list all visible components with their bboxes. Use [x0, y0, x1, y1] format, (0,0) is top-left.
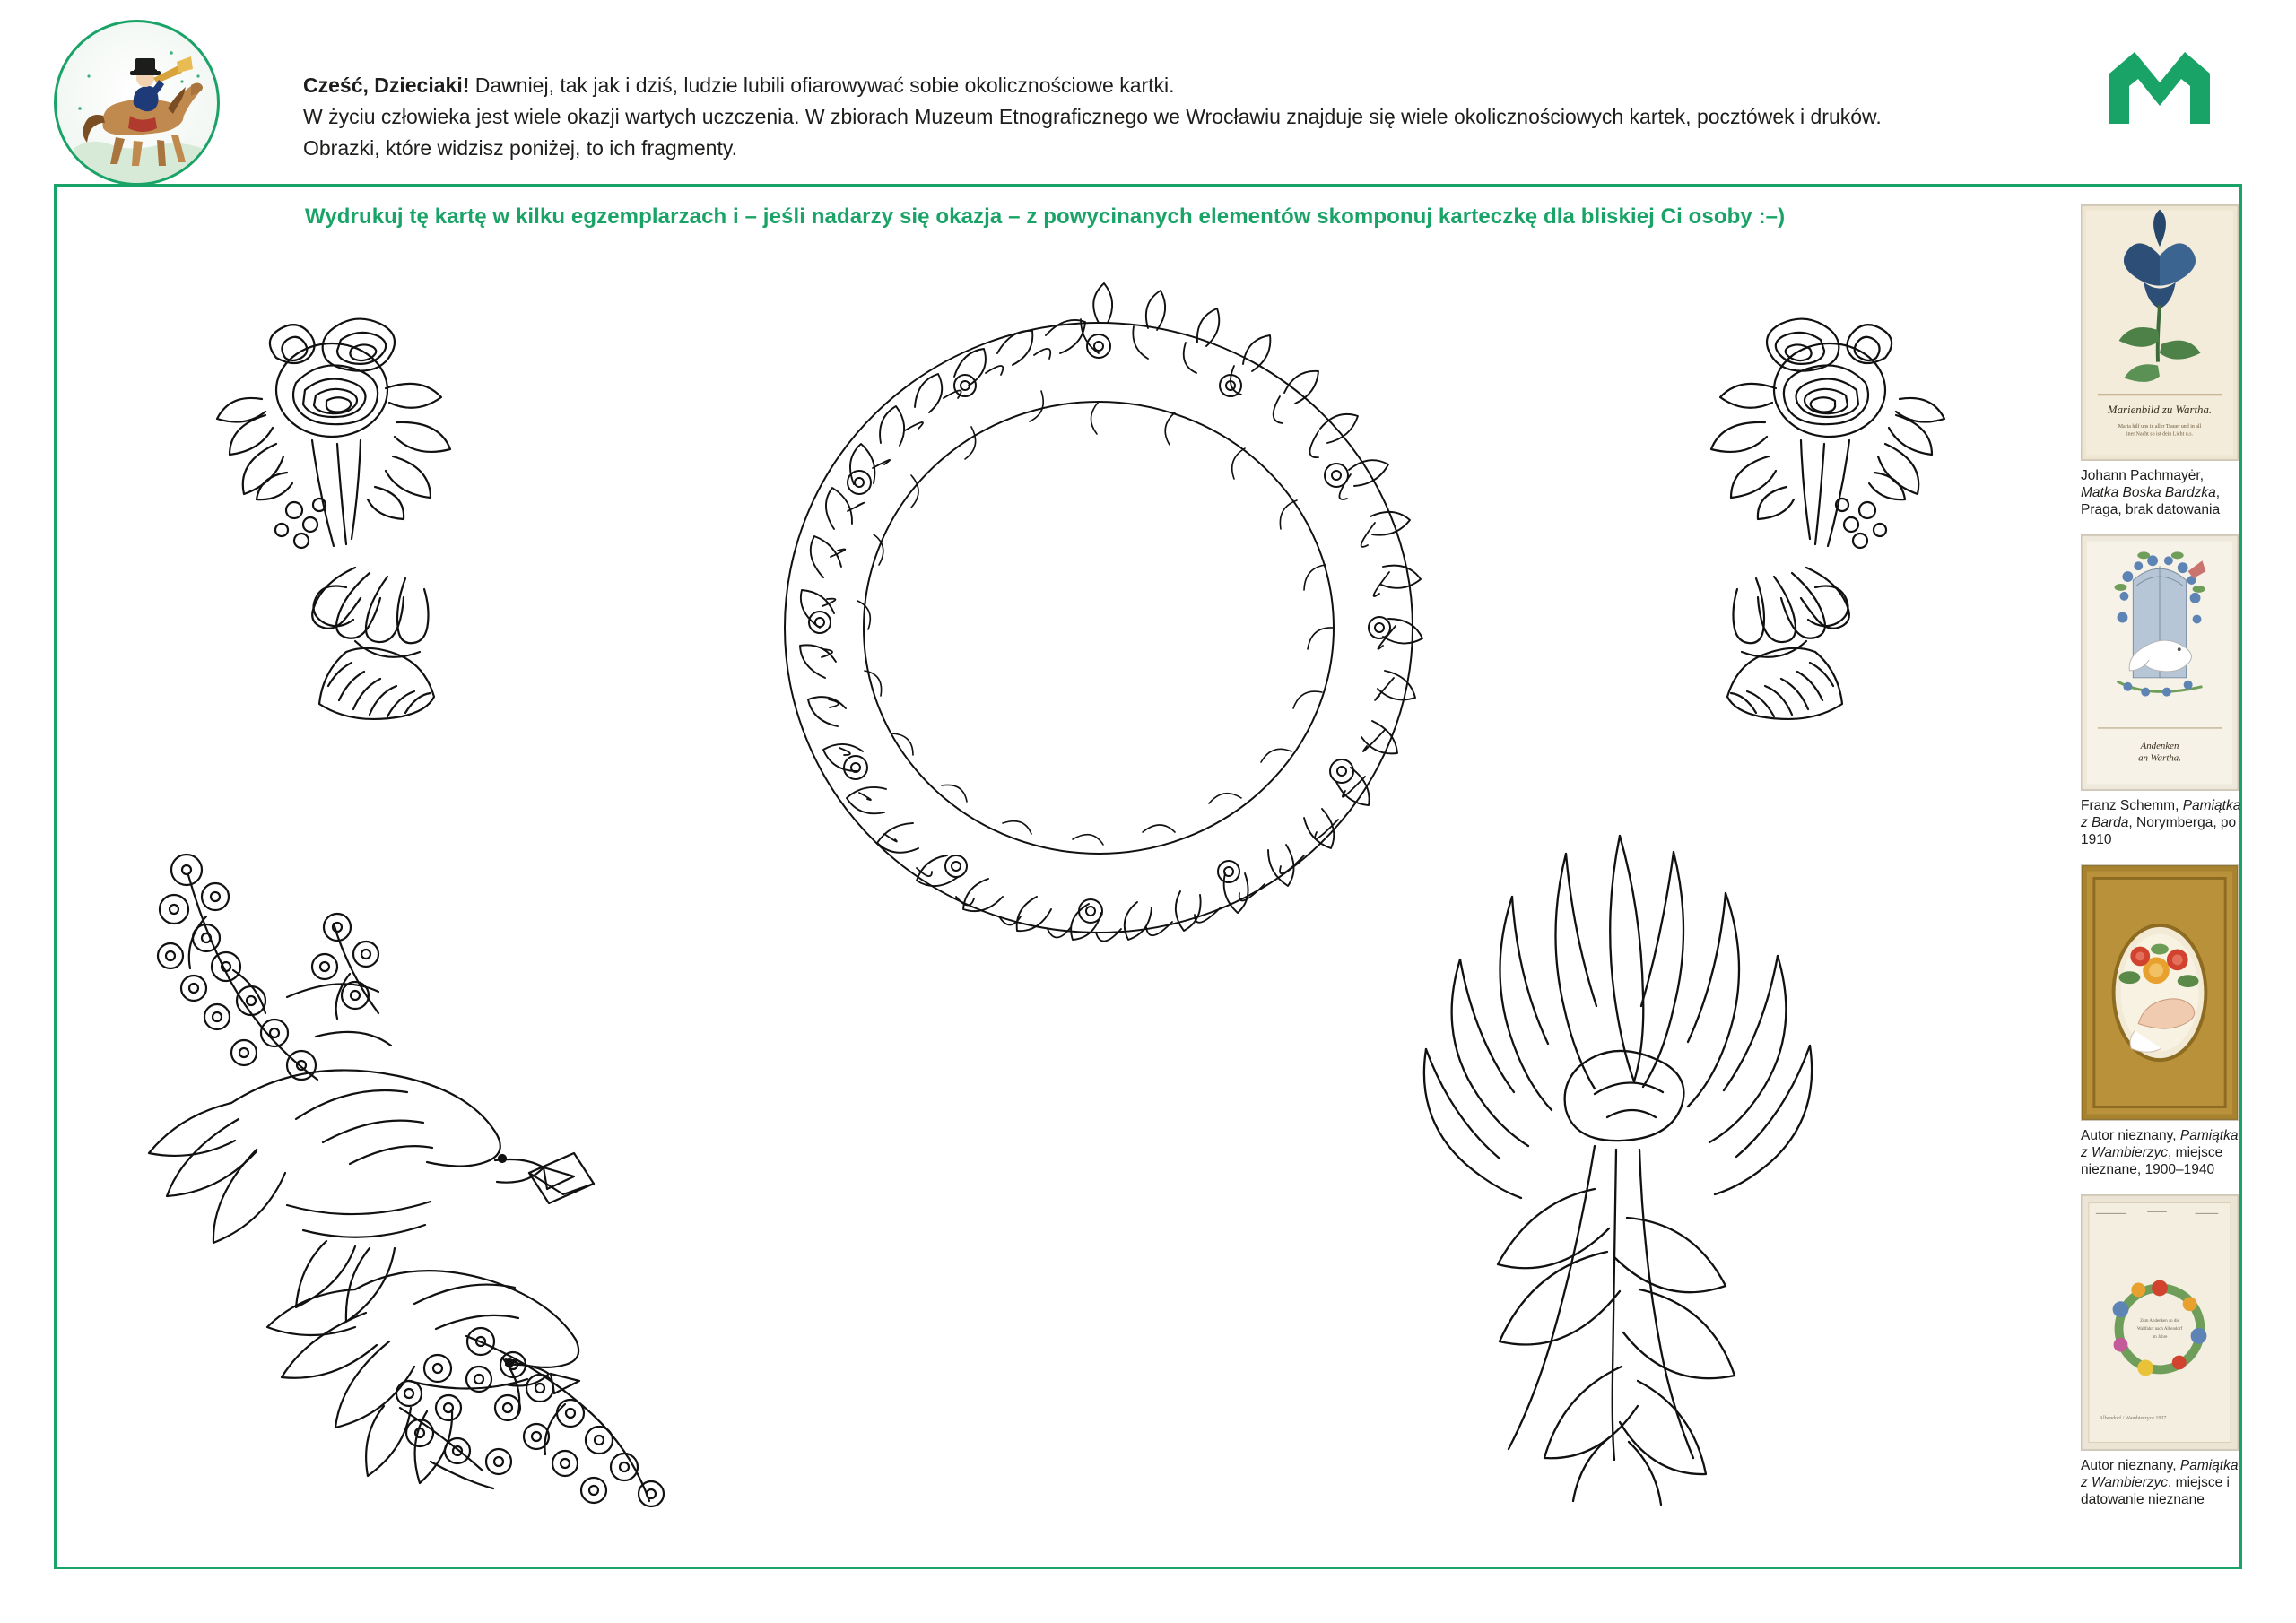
- intro-line-3: Obrazki, które widzisz poniżej, to ich fragmenty.: [303, 136, 738, 160]
- page-bottom-margin: [0, 1601, 2296, 1623]
- caption-author: Franz Schemm,: [2081, 798, 2183, 813]
- rider-on-horse-icon: [57, 22, 220, 186]
- caption-title: Pamiątka z Wambierzyc: [2081, 1128, 2239, 1160]
- caption-title: Matka Boska Bardzka: [2081, 485, 2216, 500]
- caption-origin: , miejsce nieznane, 1900–1940: [2081, 1145, 2223, 1177]
- caption-origin: , Praga, brak datowania: [2081, 485, 2221, 517]
- artwork-doves-with-forget-me-nots: [81, 834, 906, 1524]
- reference-card: [2081, 864, 2242, 1178]
- reference-card-caption: [2081, 797, 2242, 848]
- svg-text:iner Nacht so ist dein Licht u: iner Nacht so ist dein Licht u.s.: [2126, 431, 2194, 438]
- caption-author: Johann Pachmayėr,: [2081, 468, 2205, 483]
- svg-text:Zum Andenken an die: Zum Andenken an die: [2140, 1319, 2179, 1324]
- museum-m-logo-icon: [2106, 47, 2213, 129]
- postcard-image-andenken-an-wartha: [2081, 534, 2239, 791]
- intro-line-2: W życiu człowieka jest wiele okazji wartych uczczenia. W zbiorach Muzeum Etnograficznego we Wrocławiu znajduje się wiele okolicznościowych kartek, pocztówek i druków.: [303, 105, 1882, 128]
- artwork-lily-bouquet: [1354, 798, 1910, 1506]
- reference-card: [2081, 1194, 2242, 1508]
- svg-text:Marienbild zu Wartha.: Marienbild zu Wartha.: [2107, 403, 2213, 416]
- reference-card: [2081, 534, 2242, 848]
- reference-card-caption: [2081, 1127, 2242, 1178]
- svg-text:Albendorf / Wambierzyce 1937: Albendorf / Wambierzyce 1937: [2099, 1415, 2167, 1421]
- caption-title: Pamiątka z Barda: [2081, 798, 2241, 830]
- mascot-avatar: [54, 20, 220, 186]
- caption-author: Autor nieznany,: [2081, 1128, 2180, 1143]
- intro-line-1-rest: Dawniej, tak jak i dziś, ludzie lubili ofiarowywać sobie okolicznościowe kartki.: [469, 74, 1175, 97]
- intro-text-block: [303, 70, 2097, 164]
- svg-text:Andenken: Andenken: [2140, 740, 2179, 751]
- reference-card: [2081, 204, 2242, 518]
- reference-postcards-column: [2081, 204, 2242, 1524]
- svg-text:Maria hilf uns in aller Trauer: Maria hilf uns in aller Trauer und in all: [2118, 423, 2202, 430]
- artwork-area: [63, 242, 2045, 1560]
- postcard-image-wambierzyce-gold: [2081, 864, 2239, 1121]
- svg-text:an Wartha.: an Wartha.: [2138, 752, 2181, 764]
- postcard-image-marienbild: [2081, 204, 2239, 461]
- artwork-bouquet-with-hand-right: [1623, 265, 2000, 767]
- greeting-text: Cześć, Dzieciaki!: [303, 74, 470, 97]
- reference-card-caption: [2081, 467, 2242, 518]
- caption-origin: , miejsce i datowanie nieznane: [2081, 1475, 2230, 1507]
- intro-line-1: [303, 70, 2097, 101]
- caption-author: Autor nieznany,: [2081, 1458, 2180, 1473]
- reference-card-caption: [2081, 1457, 2242, 1508]
- museum-logo: [2106, 47, 2213, 129]
- postcard-image-wambierzyce-wreath: [2081, 1194, 2239, 1451]
- svg-text:im Jahre: im Jahre: [2152, 1334, 2168, 1340]
- instruction-text: Wydrukuj tę kartę w kilku egzemplarzach i – jeśli nadarzy się okazja – z powycinanych elementów skomponuj karteczkę dla bliskiej Ci osoby :–): [305, 204, 1786, 229]
- svg-text:Wallfahrt nach Albendorf: Wallfahrt nach Albendorf: [2136, 1326, 2183, 1332]
- page-header: [0, 0, 2296, 184]
- caption-title: Pamiątka z Wambierzyc: [2081, 1458, 2239, 1490]
- caption-origin: , Norymberga, po 1910: [2081, 815, 2237, 847]
- artwork-bouquet-with-hand-left: [161, 265, 538, 767]
